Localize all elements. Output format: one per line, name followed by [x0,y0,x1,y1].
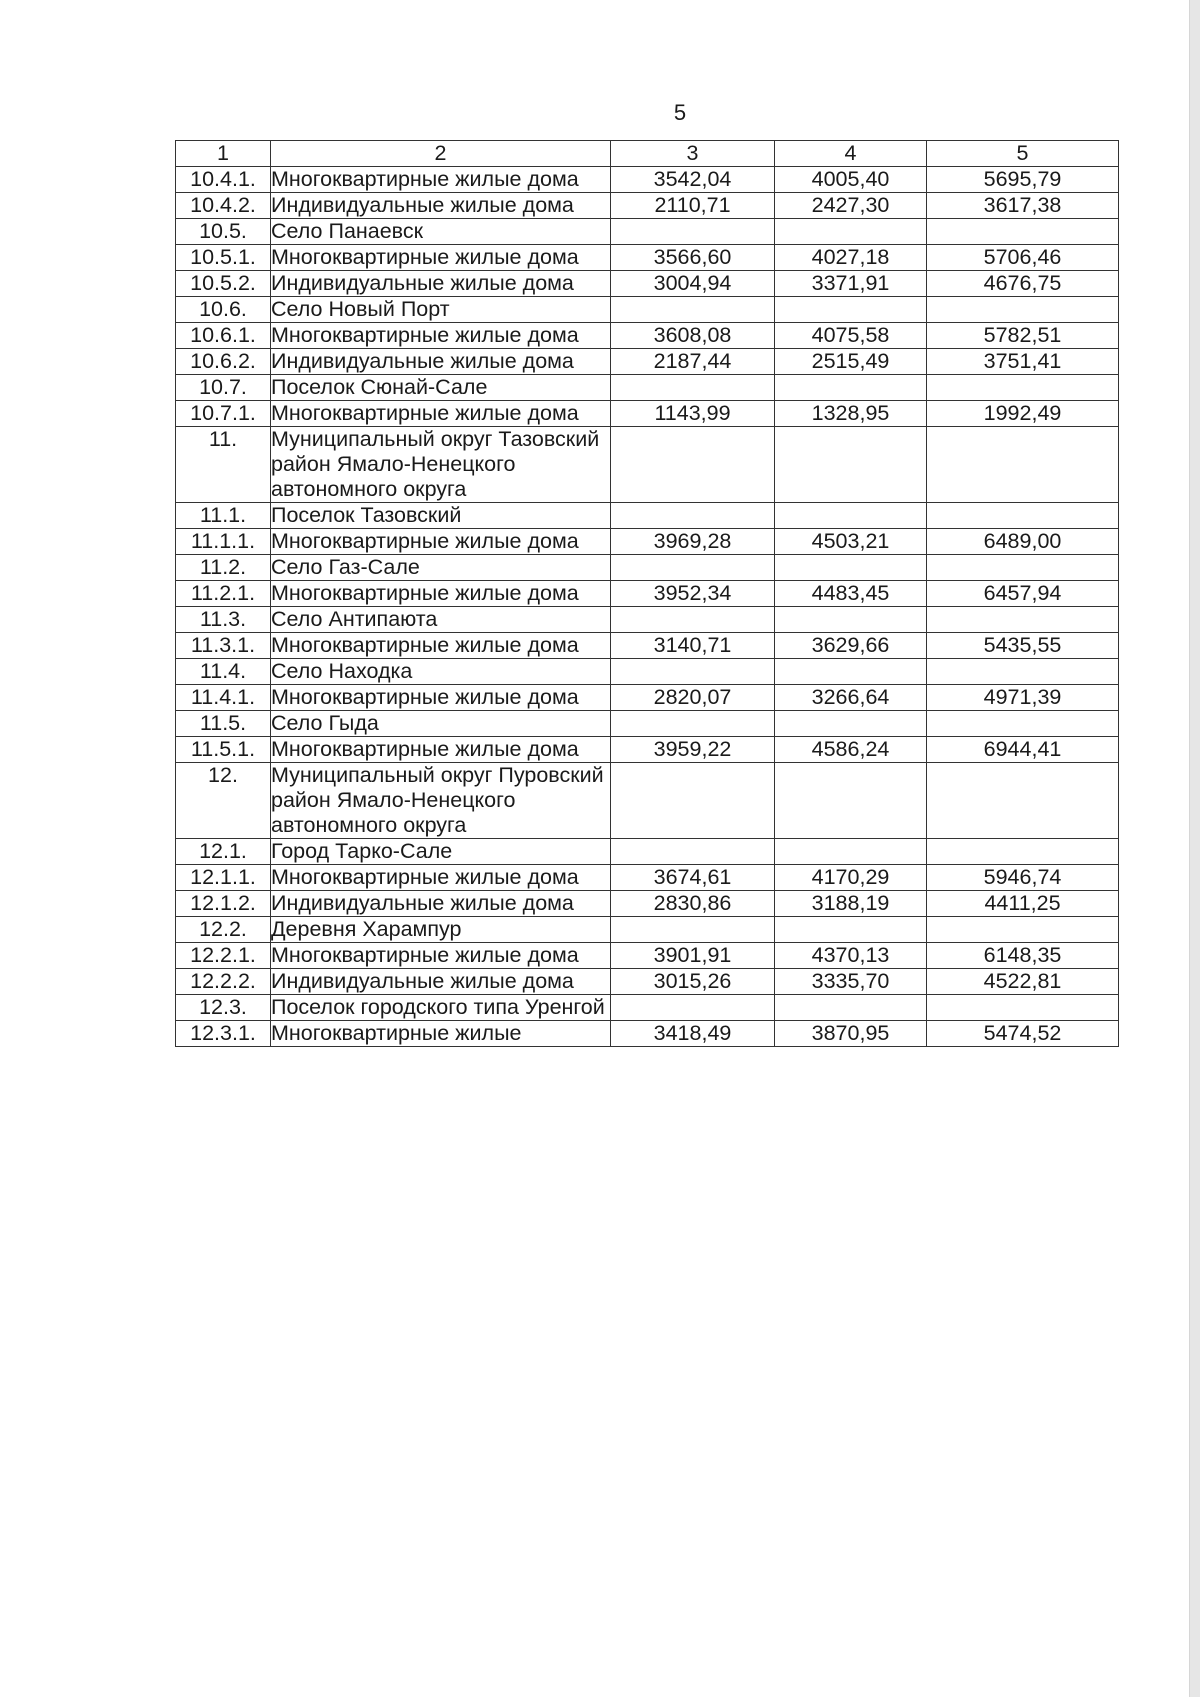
value-col-3-cell: 3418,49 [611,1021,775,1047]
row-number-cell: 12.3.1. [176,1021,271,1047]
value-col-3-cell: 3674,61 [611,865,775,891]
value-col-5-cell: 5435,55 [927,633,1119,659]
value-col-5-cell: 5695,79 [927,167,1119,193]
row-number-cell: 12.1.1. [176,865,271,891]
table-row [176,503,1119,529]
row-number-cell: 10.6. [176,297,271,323]
value-col-4-cell: 4170,29 [775,865,927,891]
value-col-3-cell: 3969,28 [611,529,775,555]
value-col-4-cell: 4005,40 [775,167,927,193]
row-number-cell: 12. [176,763,271,839]
table-row [176,865,1119,891]
value-col-4-cell [775,555,927,581]
table-row [176,401,1119,427]
column-header-4: 4 [775,141,927,167]
value-col-3-cell: 3566,60 [611,245,775,271]
row-name-cell: Поселок Сюнай-Сале [271,375,611,401]
value-col-4-cell: 4370,13 [775,943,927,969]
value-col-4-cell [775,659,927,685]
row-name-cell: Многоквартирные жилые дома [271,633,611,659]
row-number-cell: 12.2.2. [176,969,271,995]
row-number-cell: 10.5.2. [176,271,271,297]
value-col-5-cell: 4676,75 [927,271,1119,297]
column-header-2: 2 [271,141,611,167]
row-number-cell: 10.5. [176,219,271,245]
table-row [176,995,1119,1021]
table-header [176,141,1119,167]
value-col-3-cell: 3959,22 [611,737,775,763]
row-number-cell: 11.1. [176,503,271,529]
table-row [176,219,1119,245]
value-col-4-cell [775,763,927,839]
value-col-3-cell: 2110,71 [611,193,775,219]
value-col-5-cell: 5946,74 [927,865,1119,891]
row-number-cell: 10.7. [176,375,271,401]
row-number-cell: 11.5.1. [176,737,271,763]
table-row [176,763,1119,839]
value-col-4-cell [775,995,927,1021]
value-col-5-cell [927,297,1119,323]
value-col-5-cell [927,555,1119,581]
row-name-cell: Село Антипаюта [271,607,611,633]
table-row [176,193,1119,219]
value-col-3-cell: 3542,04 [611,167,775,193]
table-row [176,581,1119,607]
column-header-3: 3 [611,141,775,167]
row-name-cell: Многоквартирные жилые дома [271,167,611,193]
value-col-5-cell [927,917,1119,943]
row-name-cell: Индивидуальные жилые дома [271,349,611,375]
table-row [176,1021,1119,1047]
value-col-5-cell: 3751,41 [927,349,1119,375]
value-col-3-cell: 2820,07 [611,685,775,711]
value-col-4-cell: 4483,45 [775,581,927,607]
header-row [176,141,1119,167]
row-number-cell: 11.5. [176,711,271,737]
value-col-5-cell: 4522,81 [927,969,1119,995]
row-name-cell: Индивидуальные жилые дома [271,193,611,219]
table-body [176,167,1119,1047]
table-row [176,633,1119,659]
row-name-cell: Село Новый Порт [271,297,611,323]
column-header-1: 1 [176,141,271,167]
value-col-4-cell [775,219,927,245]
row-name-cell: Многоквартирные жилые дома [271,401,611,427]
table-row [176,839,1119,865]
row-number-cell: 11.2. [176,555,271,581]
value-col-3-cell [611,297,775,323]
row-name-cell: Многоквартирные жилые дома [271,581,611,607]
table-row [176,427,1119,503]
row-name-cell: Индивидуальные жилые дома [271,891,611,917]
value-col-4-cell [775,427,927,503]
value-col-3-cell: 2187,44 [611,349,775,375]
row-number-cell: 12.2. [176,917,271,943]
row-number-cell: 12.2.1. [176,943,271,969]
table-row [176,375,1119,401]
row-name-cell: Многоквартирные жилые дома [271,943,611,969]
row-number-cell: 10.5.1. [176,245,271,271]
row-number-cell: 11.2.1. [176,581,271,607]
value-col-4-cell: 2427,30 [775,193,927,219]
page-edge-shadow [1189,0,1200,1697]
value-col-3-cell: 1143,99 [611,401,775,427]
table-row [176,167,1119,193]
table-row [176,607,1119,633]
value-col-5-cell: 6457,94 [927,581,1119,607]
value-col-3-cell [611,711,775,737]
value-col-3-cell [611,839,775,865]
table-row [176,529,1119,555]
value-col-4-cell: 3266,64 [775,685,927,711]
value-col-5-cell [927,427,1119,503]
row-name-cell: Село Панаевск [271,219,611,245]
table-row [176,323,1119,349]
row-name-cell: Поселок городского типа Уренгой [271,995,611,1021]
table-row [176,711,1119,737]
value-col-3-cell [611,763,775,839]
row-name-cell: Муниципальный округ Тазовский район Ямало-Ненецкого автономного округа [271,427,611,503]
row-number-cell: 10.4.1. [176,167,271,193]
value-col-4-cell [775,375,927,401]
row-name-cell: Многоквартирные жилые дома [271,865,611,891]
row-name-cell: Многоквартирные жилые дома [271,323,611,349]
value-col-5-cell: 3617,38 [927,193,1119,219]
row-number-cell: 11.3.1. [176,633,271,659]
value-col-3-cell [611,607,775,633]
value-col-5-cell [927,711,1119,737]
row-number-cell: 11.4. [176,659,271,685]
value-col-5-cell: 6148,35 [927,943,1119,969]
value-col-3-cell [611,995,775,1021]
value-col-3-cell: 3004,94 [611,271,775,297]
table-row [176,917,1119,943]
value-col-3-cell: 3952,34 [611,581,775,607]
value-col-4-cell: 3188,19 [775,891,927,917]
value-col-5-cell: 6944,41 [927,737,1119,763]
value-col-5-cell: 1992,49 [927,401,1119,427]
table-row [176,245,1119,271]
value-col-5-cell [927,763,1119,839]
table-row [176,685,1119,711]
value-col-5-cell: 5706,46 [927,245,1119,271]
value-col-5-cell [927,375,1119,401]
row-name-cell: Муниципальный округ Пуровский район Ямало-Ненецкого автономного округа [271,763,611,839]
value-col-4-cell: 4075,58 [775,323,927,349]
value-col-3-cell: 3140,71 [611,633,775,659]
value-col-3-cell [611,917,775,943]
value-col-3-cell [611,503,775,529]
row-number-cell: 11.4.1. [176,685,271,711]
value-col-5-cell [927,659,1119,685]
value-col-4-cell: 2515,49 [775,349,927,375]
row-number-cell: 10.4.2. [176,193,271,219]
row-name-cell: Город Тарко-Сале [271,839,611,865]
row-number-cell: 10.6.1. [176,323,271,349]
row-number-cell: 10.6.2. [176,349,271,375]
value-col-5-cell [927,995,1119,1021]
value-col-3-cell [611,427,775,503]
value-col-4-cell: 3870,95 [775,1021,927,1047]
row-name-cell: Индивидуальные жилые дома [271,969,611,995]
table-row [176,555,1119,581]
value-col-5-cell: 6489,00 [927,529,1119,555]
value-col-4-cell: 1328,95 [775,401,927,427]
row-number-cell: 12.3. [176,995,271,1021]
value-col-3-cell [611,219,775,245]
row-number-cell: 12.1. [176,839,271,865]
value-col-5-cell: 5782,51 [927,323,1119,349]
value-col-5-cell [927,219,1119,245]
row-name-cell: Многоквартирные жилые дома [271,529,611,555]
table-row [176,349,1119,375]
row-name-cell: Многоквартирные жилые дома [271,737,611,763]
row-number-cell: 11. [176,427,271,503]
row-name-cell: Деревня Харампур [271,917,611,943]
value-col-4-cell: 4027,18 [775,245,927,271]
value-col-5-cell: 4971,39 [927,685,1119,711]
row-number-cell: 10.7.1. [176,401,271,427]
page-number: 5 [673,100,687,125]
table-row [176,271,1119,297]
row-number-cell: 12.1.2. [176,891,271,917]
value-col-4-cell [775,607,927,633]
value-col-3-cell [611,659,775,685]
value-col-4-cell [775,839,927,865]
value-col-4-cell [775,711,927,737]
row-name-cell: Многоквартирные жилые [271,1021,611,1047]
value-col-4-cell: 3335,70 [775,969,927,995]
value-col-5-cell [927,839,1119,865]
table-row [176,297,1119,323]
row-name-cell: Поселок Тазовский [271,503,611,529]
value-col-3-cell: 3901,91 [611,943,775,969]
value-col-4-cell: 4586,24 [775,737,927,763]
value-col-4-cell [775,917,927,943]
row-name-cell: Село Гыда [271,711,611,737]
table-row [176,943,1119,969]
value-col-4-cell: 3629,66 [775,633,927,659]
value-col-3-cell: 3608,08 [611,323,775,349]
value-col-3-cell [611,375,775,401]
row-name-cell: Многоквартирные жилые дома [271,245,611,271]
column-header-5: 5 [927,141,1119,167]
row-number-cell: 11.1.1. [176,529,271,555]
row-name-cell: Многоквартирные жилые дома [271,685,611,711]
value-col-3-cell: 2830,86 [611,891,775,917]
value-col-5-cell [927,607,1119,633]
value-col-3-cell: 3015,26 [611,969,775,995]
table-row [176,737,1119,763]
row-name-cell: Село Находка [271,659,611,685]
table-row [176,891,1119,917]
value-col-4-cell [775,503,927,529]
value-col-4-cell [775,297,927,323]
data-table [175,140,1119,1047]
value-col-5-cell [927,503,1119,529]
value-col-5-cell: 5474,52 [927,1021,1119,1047]
value-col-4-cell: 4503,21 [775,529,927,555]
row-name-cell: Село Газ-Сале [271,555,611,581]
value-col-3-cell [611,555,775,581]
value-col-5-cell: 4411,25 [927,891,1119,917]
table-row [176,659,1119,685]
row-name-cell: Индивидуальные жилые дома [271,271,611,297]
value-col-4-cell: 3371,91 [775,271,927,297]
table-row [176,969,1119,995]
row-number-cell: 11.3. [176,607,271,633]
